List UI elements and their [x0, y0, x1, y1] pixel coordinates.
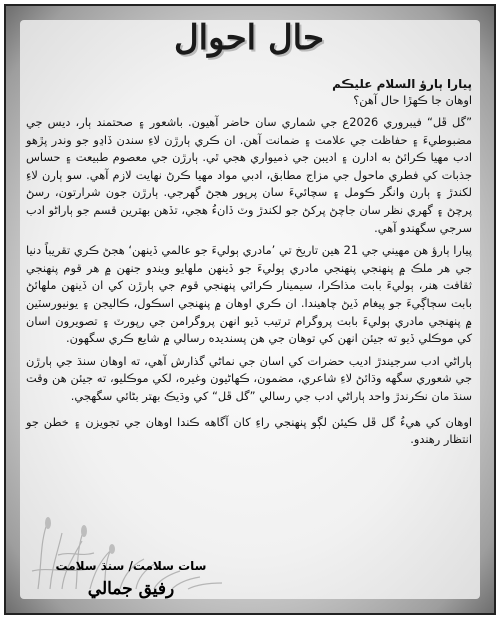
page-content — [26, 14, 472, 603]
signoff-line: سات سلامت/ سنڌ سلامت — [55, 559, 207, 573]
greeting-question: اوهان جا ڪهڙا حال آهن؟ — [353, 93, 472, 107]
paragraph-mother-language-day: پيارا ٻارؤ هن مهيني جي 21 هين تاريخ تي ’مادري ٻوليءَ جو عالمي ڏينهن‘ هجڻ ڪري تقريباً دنيا جي هر ملڪ ۾ پنهنجي پنهنجي مادري ٻوليءَ جو ڏينهن ملهايو ويندو جنهن ۾ هر قوم پنهنجي ثقافت هنر، ٻوليءَ بابت مذاڪرا، سيمينار ڪرائي پنهنجي قوم جي ٻارڙن کي ان ڏينهن ملهائڻ بابت سڄاڳيءَ جو پيغام ڏيڻ چاهيندا. ان ڪري اوهان ۾ پنهنجي اسڪول، ڪاليجن ۽ يونيورسٽين ۾ پنهنجي مادري ٻوليءَ بابت پروگرام ترتيب ڏيو انهن پروگرامن جي رپورٽ ۽ تصويرون اسان کي موڪلي ڏيو ته جيئن انهن کي توهان جي هن پسنديده رسالي ۾ شايع ڪري سگهون. — [26, 243, 472, 346]
editor-name: رفيق جمالي — [87, 579, 175, 599]
paragraph-writers-request: ٻاراڻي ادب سرجيندڙ اديب حضرات کي اسان جي نماڻي گذارش آهي، ته اوهان سنڌ جي ٻارڙن جي شعوري سگهه وڌائڻ لاءِ شاعري، مضمون، ڪهاڻيون وغيره، لکي موڪليو، ته جيئن هن وقت سنڌ مان نڪرندڙ واحد ٻاراڻي ادب جي رسالي ”گل ڦل“ کي وڌيڪ بهتر بڻائي سگهجي. — [26, 353, 472, 403]
signoff — [46, 559, 216, 599]
page-frame — [4, 4, 496, 615]
page-title: حال احوال — [173, 18, 325, 58]
paragraph-intro: ”گل ڦل“ فيبروري 2026ع جي شماري سان حاضر آهيون. باشعور ۽ صحتمند ٻار، ديس جي مضبوطيءَ ۽ حفاظت جي علامت ۽ ضمانت آهن. ان ڪري ٻارڙن لاءِ سندن ڏاڍو جو وندر پڙهو ادب مهيا ڪرائڻ به ادارن ۽ اديبن جي ذميواري هجي ٿي. ٻارڙن جي معصوم طبيعت ۽ حساس جذبات کي فطري ماحول جي مزاج مطابق، ادبي مواد مهيا ڪرڻ نهايت لازم آهي. سو ٻارن لاءِ لکندڙ ۽ ٻارن وانگر ڪومل ۽ سچائيءَ سان پرپور هجڻ گهرجي. ٻارڙن جون شرارتون، رسڻ پرچڻ ۽ گهري نظر سان جاچڻ پرکڻ جو لکندڙ وٽ ڏانءُ هجي، تڏهن بهترين قسم جو ٻاراڻو ادب سرجي سگهندو آهي. — [26, 115, 472, 235]
paragraph-feedback: اوهان کي هيءُ گل ڦل ڪيئن لڳو پنهنجي راءِ کان آگاهه ڪندا اوهان جي تجويزن ۽ خطن جو انتظار رهندو. — [26, 414, 472, 447]
salutation: پيارا ٻارؤ السلام عليڪم — [332, 77, 472, 91]
